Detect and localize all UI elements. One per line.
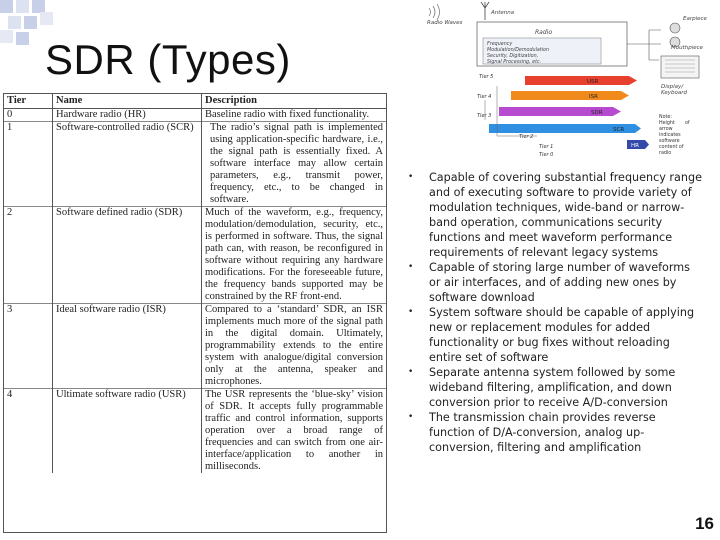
tier-label: Tier 0	[539, 152, 554, 158]
note-line: software	[659, 139, 680, 144]
description-cell: The USR represents the ‘blue-sky’ vision of SDR. It accepts fully programmable traffic and control information, supports operation over a broad range of frequencies and can switch from one air-interface/application to another in milliseconds.	[202, 389, 387, 474]
mouthpiece-label: Mouthpiece	[671, 45, 704, 51]
header-description: Description	[202, 94, 387, 109]
name-cell: Ultimate software radio (USR)	[53, 389, 202, 474]
earpiece-label: Earpiece	[683, 16, 707, 22]
sdr-tiers-diagram	[427, 0, 717, 158]
table-row	[4, 207, 386, 304]
header-name: Name	[53, 94, 202, 109]
name-cell: Ideal software radio (ISR)	[53, 304, 202, 389]
tier-label: Tier 4	[477, 94, 492, 100]
description-cell: The radio’s signal path is implemented using application-specific hardware, i.e., the signal path is essentially fixed. A software interface may allow certain parameters, e.g., transmit power, frequency, etc., to be changed in software.	[202, 122, 387, 207]
radio-function-line: Security, Digitization,	[487, 54, 539, 59]
note-line: radio	[659, 151, 672, 156]
table-row	[4, 389, 386, 474]
name-cell: Software defined radio (SDR)	[53, 207, 202, 304]
description-cell: Compared to a ‘standard’ SDR, an ISR implements much more of the signal path in the digital domain. Ultimately, programmability extends to the entire system with analogue/digital conversion only at the antenna, speaker and microphones.	[202, 304, 387, 389]
display-keyboard-label: Keyboard	[661, 90, 688, 96]
list-item: • The transmission chain provides reverse function of D/A-conversion, analog up-conversion, filtering and amplification	[402, 410, 702, 455]
table-header-row	[4, 94, 386, 109]
list-item: • Capable of storing large number of waveforms or air interfaces, and of adding new ones by software download	[402, 260, 702, 305]
slide-title: SDR (Types)	[45, 36, 291, 83]
tier-label: Tier 1	[539, 144, 554, 150]
note-line: content of	[659, 145, 684, 150]
sdr-tier-table	[3, 93, 387, 533]
tier-arrow-label: SDR	[591, 110, 603, 116]
note-line: Height	[659, 121, 675, 126]
table-row	[4, 304, 386, 389]
list-item: • System software should be capable of applying new or replacement modules for added functionality or bug fixes without reloading entire set of software	[402, 305, 702, 365]
antenna-label: Antenna	[491, 10, 515, 16]
display-keyboard-label: Display/	[661, 84, 684, 90]
tier-arrow-usr	[525, 76, 637, 85]
tier-cell: 2	[4, 207, 53, 304]
page-number: 16	[695, 514, 714, 533]
tier-arrow-sdr	[499, 107, 621, 116]
tier-label: Tier 2	[519, 134, 534, 140]
radio-function-line: Frequency	[487, 42, 513, 47]
radio-function-line: Signal Processing, etc.	[487, 60, 542, 65]
radio-box-label: Radio	[535, 29, 552, 36]
tier-arrow-label: HR	[631, 143, 639, 149]
tier-arrow-label: USR	[587, 79, 599, 85]
tier-arrow-label: SCR	[613, 127, 625, 133]
tier-arrow-isr	[511, 91, 629, 100]
tier-label: Tier 5	[479, 74, 494, 80]
height-note	[659, 114, 690, 156]
radio-waves-label: Radio Waves	[427, 20, 463, 26]
tier-arrow-label: ISR	[589, 94, 598, 100]
description-cell: Baseline radio with fixed functionality.	[202, 109, 387, 122]
requirements-list	[402, 170, 702, 455]
radio-function-line: Modulation/Demodulation	[487, 48, 550, 53]
name-cell: Hardware radio (HR)	[53, 109, 202, 122]
radio-waves-icon	[429, 4, 440, 20]
tier-cell: 3	[4, 304, 53, 389]
table-row	[4, 109, 386, 122]
antenna-icon	[481, 2, 489, 20]
list-item: • Separate antenna system followed by some wideband filtering, amplification, and down conversion prior to receive A/D-conversion	[402, 365, 702, 410]
connector-lines	[627, 30, 661, 60]
note-line: arrow	[659, 127, 673, 132]
keyboard-icon	[661, 56, 699, 78]
tier-cell: 0	[4, 109, 53, 122]
note-line: of	[685, 121, 690, 126]
list-item: • Capable of covering substantial frequency range and of executing software to provide variety of modulation techniques, wide-band or narrow-band operation, communications security functions and meet waveform performance requirements of relevant legacy systems	[402, 170, 702, 260]
note-line: indicates	[659, 133, 681, 138]
tier-label: Tier 3	[477, 113, 492, 119]
name-cell: Software-controlled radio (SCR)	[53, 122, 202, 207]
description-cell: Much of the waveform, e.g., frequency, modulation/demodulation, security, etc., is performed in software. Thus, the signal path can, with reason, be reconfigured in software without requiring any hardware modifications. For the foreseeable future, the frequency bands supported may be constrained by the RF front-end.	[202, 207, 387, 304]
earpiece-icon	[670, 23, 680, 33]
tier-cell: 1	[4, 122, 53, 207]
note-line: Note:	[659, 115, 672, 120]
tier-cell: 4	[4, 389, 53, 474]
table-row	[4, 122, 386, 207]
header-tier: Tier	[4, 94, 53, 109]
